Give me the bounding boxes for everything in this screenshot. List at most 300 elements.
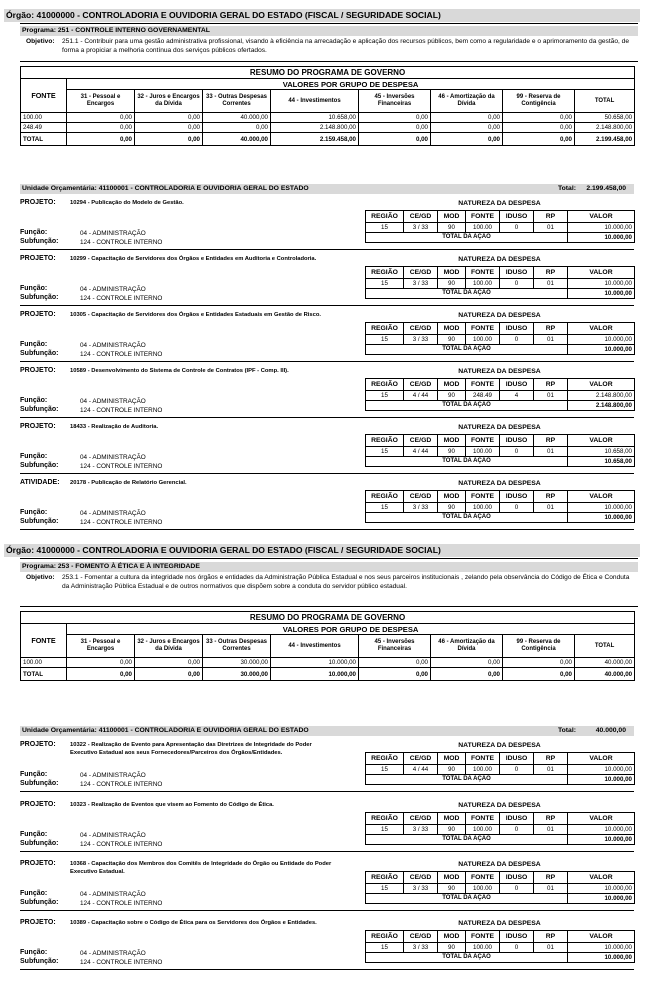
nat-col-header: RP — [534, 931, 568, 943]
subfuncao-value: 124 - CONTROLE INTERNO — [80, 351, 163, 358]
col-header: 44 - Investimentos — [271, 90, 359, 113]
nat-cell: 10.000,00 — [568, 335, 635, 345]
value-cell: 0,00 — [135, 123, 203, 133]
total-cell: 0,00 — [431, 668, 503, 681]
natureza-table — [365, 322, 635, 355]
funcao-label: Função: — [20, 229, 48, 236]
subfuncao-label: Subfunção: — [20, 350, 59, 357]
unidade-name: 41100001 - CONTROLADORIA E OUVIDORIA GERAL DO ESTADO — [98, 727, 309, 734]
total-acao-row — [366, 289, 635, 299]
programa-header: Programa: 251 - CONTROLE INTERNO GOVERNAMENTAL — [20, 26, 638, 36]
acao-descricao: 10305 - Capacitação de Servidores dos Órgãos e Entidades Estaduais em Gestão de Risco. — [70, 312, 321, 318]
acao-tipo: PROJETO: — [20, 255, 56, 262]
nat-col-header: VALOR — [568, 491, 635, 503]
total-cell: 2.159.458,00 — [271, 133, 359, 146]
acao-tipo: PROJETO: — [20, 860, 56, 867]
nat-cell: 10.000,00 — [568, 503, 635, 513]
nat-cell: 100.00 — [466, 503, 500, 513]
value-cell: 0,00 — [135, 113, 203, 123]
funcao-value: 04 - ADMINISTRAÇÃO — [80, 891, 146, 898]
col-header: 46 - Amortização da Dívida — [431, 635, 503, 658]
nat-col-header: IDUSO — [500, 211, 534, 223]
table-row — [366, 447, 635, 457]
total-acao-value: 2.148.800,00 — [568, 401, 635, 411]
natureza-table — [365, 752, 635, 785]
value-cell: 50.658,00 — [575, 113, 635, 123]
nat-cell: 0 — [500, 825, 534, 835]
funcao-label: Função: — [20, 949, 48, 956]
nat-col-header: RP — [534, 211, 568, 223]
nat-col-header: MOD — [438, 323, 466, 335]
nat-col-header: FONTE — [466, 491, 500, 503]
resumo-total-row — [21, 668, 635, 681]
nat-col-header: FONTE — [466, 211, 500, 223]
nat-cell: 100.00 — [466, 884, 500, 894]
acao-tipo: PROJETO: — [20, 199, 56, 206]
nat-cell: 90 — [438, 335, 466, 345]
nat-cell: 10.000,00 — [568, 279, 635, 289]
total-cell: 0,00 — [359, 668, 431, 681]
nat-col-header: CE/GD — [404, 813, 438, 825]
acao-codigo: 10299 — [70, 256, 87, 262]
value-cell: 0,00 — [503, 658, 575, 668]
resumo-title-row — [21, 612, 635, 624]
nat-col-header: CE/GD — [404, 491, 438, 503]
nat-col-header: MOD — [438, 753, 466, 765]
nat-cell: 15 — [366, 447, 404, 457]
funcao-value: 04 - ADMINISTRAÇÃO — [80, 398, 146, 405]
nat-col-header: IDUSO — [500, 813, 534, 825]
natureza-cols-row — [366, 813, 635, 825]
value-cell: 0,00 — [431, 113, 503, 123]
subfuncao-value: 124 - CONTROLE INTERNO — [80, 295, 163, 302]
funcao-label: Função: — [20, 831, 48, 838]
resumo-total-row — [21, 133, 635, 146]
col-header: 32 - Juros e Encargos da Dívida — [135, 90, 203, 113]
nat-cell: 01 — [534, 765, 568, 775]
value-cell: 10.000,00 — [271, 658, 359, 668]
acao-tipo: PROJETO: — [20, 423, 56, 430]
unidade-total-label: Total: — [558, 185, 576, 192]
col-header: 33 - Outras Despesas Correntes — [203, 635, 271, 658]
total-cell: 40.000,00 — [575, 668, 635, 681]
acao-tipo: ATIVIDADE: — [20, 479, 60, 486]
divider — [20, 61, 638, 62]
nat-cell: 10.000,00 — [568, 765, 635, 775]
table-row — [366, 335, 635, 345]
col-header: 31 - Pessoal e Encargos — [67, 90, 135, 113]
acao-titulo: Publicação de Relatório Gerencial. — [91, 480, 187, 486]
resumo-table — [20, 66, 635, 146]
natureza-table — [365, 930, 635, 963]
col-header: 44 - Investimentos — [271, 635, 359, 658]
subfuncao-value: 124 - CONTROLE INTERNO — [80, 781, 163, 788]
total-acao-label: TOTAL DA AÇÃO — [366, 233, 568, 243]
value-cell: 0,00 — [503, 113, 575, 123]
nat-col-header: CE/GD — [404, 379, 438, 391]
nat-cell: 4 — [500, 391, 534, 401]
funcao-label: Função: — [20, 771, 48, 778]
value-cell: 10.658,00 — [271, 113, 359, 123]
fonte-header: FONTE — [21, 624, 67, 658]
total-acao-label: TOTAL DA AÇÃO — [366, 835, 568, 845]
nat-col-header: RP — [534, 872, 568, 884]
natureza-table — [365, 266, 635, 299]
valores-header: VALORES POR GRUPO DE DESPESA — [67, 624, 635, 635]
fonte-header: FONTE — [21, 79, 67, 113]
subfuncao-value: 124 - CONTROLE INTERNO — [80, 959, 163, 966]
objetivo-label: Objetivo: — [26, 38, 55, 45]
total-acao-row — [366, 457, 635, 467]
total-acao-label: TOTAL DA AÇÃO — [366, 513, 568, 523]
nat-col-header: VALOR — [568, 267, 635, 279]
resumo-title: RESUMO DO PROGRAMA DE GOVERNO — [21, 612, 635, 624]
nat-col-header: MOD — [438, 813, 466, 825]
acao-titulo: Capacitação sobre o Código de Ética para os Servidores dos Órgãos e Entidades. — [91, 920, 317, 926]
resumo-table — [20, 611, 635, 681]
natureza-header: NATUREZA DA DESPESA — [458, 480, 541, 487]
nat-cell: 01 — [534, 884, 568, 894]
subfuncao-label: Subfunção: — [20, 294, 59, 301]
col-header: 99 - Reserva de Contigência — [503, 90, 575, 113]
total-label: TOTAL — [21, 133, 67, 146]
total-cell: 0,00 — [67, 133, 135, 146]
table-row — [21, 123, 635, 133]
divider — [20, 473, 634, 474]
nat-cell: 90 — [438, 765, 466, 775]
nat-col-header: REGIÃO — [366, 753, 404, 765]
nat-cell: 10.000,00 — [568, 884, 635, 894]
natureza-header: NATUREZA DA DESPESA — [458, 424, 541, 431]
nat-cell: 15 — [366, 391, 404, 401]
nat-cell: 4 / 44 — [404, 765, 438, 775]
total-acao-value: 10.000,00 — [568, 835, 635, 845]
acao-codigo: 18433 — [70, 424, 87, 430]
nat-col-header: IDUSO — [500, 267, 534, 279]
nat-cell: 100.00 — [466, 825, 500, 835]
table-row — [366, 825, 635, 835]
nat-cell: 90 — [438, 503, 466, 513]
nat-cell: 01 — [534, 503, 568, 513]
acao-titulo: Capacitação de Servidores dos Órgãos e Entidades Estaduais em Gestão de Risco. — [91, 312, 321, 318]
value-cell: 30.000,00 — [203, 658, 271, 668]
nat-cell: 0 — [500, 223, 534, 233]
natureza-cols-row — [366, 872, 635, 884]
nat-col-header: IDUSO — [500, 323, 534, 335]
nat-cell: 01 — [534, 391, 568, 401]
nat-cell: 10.000,00 — [568, 943, 635, 953]
total-acao-value: 10.000,00 — [568, 513, 635, 523]
table-row — [366, 279, 635, 289]
subfuncao-label: Subfunção: — [20, 780, 59, 787]
table-row — [21, 658, 635, 668]
nat-cell: 3 / 33 — [404, 884, 438, 894]
valores-header: VALORES POR GRUPO DE DESPESA — [67, 79, 635, 90]
fonte-cell: 100.00 — [21, 658, 67, 668]
nat-cell: 0 — [500, 884, 534, 894]
divider — [20, 851, 634, 852]
unidade-total-value: 2.199.458,00 — [586, 185, 626, 192]
funcao-value: 04 - ADMINISTRAÇÃO — [80, 286, 146, 293]
nat-cell: 100.00 — [466, 279, 500, 289]
col-header: 46 - Amortização da Dívida — [431, 90, 503, 113]
acao-codigo: 10322 — [70, 742, 87, 748]
divider — [20, 529, 634, 530]
nat-col-header: FONTE — [466, 435, 500, 447]
nat-cell: 0 — [500, 503, 534, 513]
fonte-cell: 248.49 — [21, 123, 67, 133]
nat-col-header: FONTE — [466, 813, 500, 825]
nat-col-header: IDUSO — [500, 491, 534, 503]
orgao-header: Órgão: 41000000 - CONTROLADORIA E OUVIDORIA GERAL DO ESTADO (FISCAL / SEGURIDADE SOCIAL) — [4, 544, 640, 557]
natureza-header: NATUREZA DA DESPESA — [458, 312, 541, 319]
nat-col-header: CE/GD — [404, 931, 438, 943]
nat-cell: 90 — [438, 943, 466, 953]
natureza-header: NATUREZA DA DESPESA — [458, 256, 541, 263]
nat-cell: 2.148.800,00 — [568, 391, 635, 401]
nat-col-header: VALOR — [568, 813, 635, 825]
nat-cell: 15 — [366, 335, 404, 345]
unidade-name: 41100001 - CONTROLADORIA E OUVIDORIA GERAL DO ESTADO — [98, 185, 309, 192]
programa-header: Programa: 253 - FOMENTO À ÉTICA E À INTEGRIDADE — [20, 562, 638, 572]
natureza-header: NATUREZA DA DESPESA — [458, 368, 541, 375]
total-acao-label: TOTAL DA AÇÃO — [366, 894, 568, 904]
natureza-cols-row — [366, 435, 635, 447]
col-header: 99 - Reserva de Contigência — [503, 635, 575, 658]
unidade-label: Unidade Orçamentária: — [22, 185, 97, 192]
nat-cell: 10.000,00 — [568, 825, 635, 835]
nat-cell: 01 — [534, 335, 568, 345]
nat-col-header: FONTE — [466, 379, 500, 391]
nat-col-header: RP — [534, 323, 568, 335]
acao-codigo: 20178 — [70, 480, 87, 486]
acao-titulo: Realização de Evento para Apresentação das Diretrizes de Integridade do Poder Executivo Estadual aos seus Fornecedores/Parceiros dos Órgãos/Entidades. — [70, 742, 312, 756]
nat-cell: 10.000,00 — [568, 223, 635, 233]
nat-cell: 100.00 — [466, 943, 500, 953]
nat-cell: 100.00 — [466, 223, 500, 233]
subfuncao-value: 124 - CONTROLE INTERNO — [80, 519, 163, 526]
natureza-cols-row — [366, 931, 635, 943]
nat-cell: 248.49 — [466, 391, 500, 401]
total-acao-row — [366, 513, 635, 523]
unidade-header — [20, 726, 634, 736]
natureza-header: NATUREZA DA DESPESA — [458, 920, 541, 927]
acao-titulo: Realização de Auditoria. — [91, 424, 159, 430]
acao-tipo: PROJETO: — [20, 919, 56, 926]
total-acao-row — [366, 401, 635, 411]
divider — [20, 558, 638, 559]
table-row — [366, 943, 635, 953]
resumo-title-row — [21, 67, 635, 79]
total-cell: 0,00 — [359, 133, 431, 146]
nat-col-header: FONTE — [466, 753, 500, 765]
nat-cell: 90 — [438, 884, 466, 894]
value-cell: 0,00 — [67, 113, 135, 123]
nat-cell: 15 — [366, 279, 404, 289]
nat-col-header: RP — [534, 435, 568, 447]
nat-col-header: FONTE — [466, 931, 500, 943]
subfuncao-label: Subfunção: — [20, 840, 59, 847]
nat-cell: 90 — [438, 223, 466, 233]
total-cell: 10.000,00 — [271, 668, 359, 681]
natureza-table — [365, 210, 635, 243]
nat-cell: 3 / 33 — [404, 503, 438, 513]
natureza-header: NATUREZA DA DESPESA — [458, 742, 541, 749]
table-row — [366, 391, 635, 401]
total-acao-row — [366, 233, 635, 243]
natureza-table — [365, 434, 635, 467]
nat-cell: 15 — [366, 223, 404, 233]
acao-descricao: 20178 - Publicação de Relatório Gerencial. — [70, 480, 187, 486]
total-cell: 30.000,00 — [203, 668, 271, 681]
nat-col-header: REGIÃO — [366, 267, 404, 279]
value-cell: 0,00 — [67, 123, 135, 133]
total-acao-label: TOTAL DA AÇÃO — [366, 345, 568, 355]
value-cell: 0,00 — [67, 658, 135, 668]
nat-cell: 15 — [366, 825, 404, 835]
natureza-table — [365, 378, 635, 411]
nat-col-header: IDUSO — [500, 435, 534, 447]
orgao-header: Órgão: 41000000 - CONTROLADORIA E OUVIDORIA GERAL DO ESTADO (FISCAL / SEGURIDADE SOCIAL) — [4, 9, 640, 22]
nat-cell: 0 — [500, 279, 534, 289]
nat-cell: 4 / 44 — [404, 447, 438, 457]
nat-col-header: VALOR — [568, 931, 635, 943]
divider — [20, 417, 634, 418]
objetivo-label: Objetivo: — [26, 574, 55, 581]
total-acao-value: 10.000,00 — [568, 775, 635, 785]
fonte-cell: 100.00 — [21, 113, 67, 123]
col-header: TOTAL — [575, 90, 635, 113]
nat-cell: 3 / 33 — [404, 335, 438, 345]
total-cell: 0,00 — [135, 133, 203, 146]
funcao-value: 04 - ADMINISTRAÇÃO — [80, 832, 146, 839]
nat-col-header: MOD — [438, 435, 466, 447]
total-acao-label: TOTAL DA AÇÃO — [366, 775, 568, 785]
funcao-value: 04 - ADMINISTRAÇÃO — [80, 510, 146, 517]
resumo-header-row — [21, 79, 635, 90]
nat-col-header: REGIÃO — [366, 813, 404, 825]
acao-descricao: 18433 - Realização de Auditoria. — [70, 424, 159, 430]
total-acao-row — [366, 953, 635, 963]
funcao-value: 04 - ADMINISTRAÇÃO — [80, 772, 146, 779]
acao-descricao: 10389 - Capacitação sobre o Código de Ética para os Servidores dos Órgãos e Entidades. — [70, 920, 317, 926]
total-acao-value: 10.000,00 — [568, 233, 635, 243]
resumo-title: RESUMO DO PROGRAMA DE GOVERNO — [21, 67, 635, 79]
nat-col-header: CE/GD — [404, 872, 438, 884]
subfuncao-label: Subfunção: — [20, 462, 59, 469]
nat-cell: 3 / 33 — [404, 825, 438, 835]
nat-col-header: MOD — [438, 267, 466, 279]
nat-col-header: MOD — [438, 211, 466, 223]
nat-cell: 3 / 33 — [404, 223, 438, 233]
resumo-cols-row — [21, 90, 635, 113]
acao-descricao: 10294 - Publicação do Modelo de Gestão. — [70, 200, 184, 206]
value-cell: 0,00 — [203, 123, 271, 133]
acao-tipo: PROJETO: — [20, 367, 56, 374]
nat-cell: 90 — [438, 825, 466, 835]
total-acao-value: 10.000,00 — [568, 894, 635, 904]
total-acao-value: 10.000,00 — [568, 289, 635, 299]
nat-col-header: RP — [534, 491, 568, 503]
nat-col-header: IDUSO — [500, 931, 534, 943]
objetivo-text: 253.1 - Fomentar a cultura da integridade nos órgãos e entidades da Administração Pública Estadual e nos seus parceiros institucionais , zelando pela observância do Código de Ética e Conduta da Administração Pública Estadual e de outros normativos que dispõem sobre a conduta do servidor público estadual. — [62, 574, 630, 590]
total-acao-value: 10.658,00 — [568, 457, 635, 467]
acao-tipo: PROJETO: — [20, 801, 56, 808]
natureza-table — [365, 490, 635, 523]
nat-cell: 0 — [500, 335, 534, 345]
table-row — [366, 503, 635, 513]
subfuncao-label: Subfunção: — [20, 406, 59, 413]
total-acao-label: TOTAL DA AÇÃO — [366, 401, 568, 411]
nat-col-header: REGIÃO — [366, 211, 404, 223]
col-header: 45 - Inversões Financeiras — [359, 635, 431, 658]
funcao-label: Função: — [20, 453, 48, 460]
acao-codigo: 10305 — [70, 312, 87, 318]
col-header: 32 - Juros e Encargos da Dívida — [135, 635, 203, 658]
total-acao-row — [366, 775, 635, 785]
acao-titulo: Publicação do Modelo de Gestão. — [91, 200, 184, 206]
acao-descricao: 10368 - Capacitação dos Membros dos Comitês de Integridade do Órgão ou Entidade do Poder Executivo Estadual. — [70, 861, 332, 875]
funcao-label: Função: — [20, 341, 48, 348]
nat-cell: 01 — [534, 943, 568, 953]
acao-descricao: 10299 - Capacitação de Servidores dos Órgãos e Entidades em Auditoria e Controladoria. — [70, 256, 317, 262]
table-row — [366, 223, 635, 233]
natureza-header: NATUREZA DA DESPESA — [458, 200, 541, 207]
nat-col-header: CE/GD — [404, 753, 438, 765]
acao-descricao: 10322 - Realização de Evento para Apresentação das Diretrizes de Integridade do Poder Executivo Estadual aos seus Fornecedores/Parceiros dos Órgãos/Entidades. — [70, 742, 312, 756]
unidade-label: Unidade Orçamentária: — [22, 727, 97, 734]
table-row — [366, 884, 635, 894]
value-cell: 40.000,00 — [575, 658, 635, 668]
funcao-value: 04 - ADMINISTRAÇÃO — [80, 454, 146, 461]
natureza-header: NATUREZA DA DESPESA — [458, 861, 541, 868]
acao-descricao: 10589 - Desenvolvimento do Sistema de Controle de Contratos (IPF - Comp. III). — [70, 368, 289, 374]
subfuncao-value: 124 - CONTROLE INTERNO — [80, 463, 163, 470]
nat-cell: 90 — [438, 279, 466, 289]
nat-col-header: RP — [534, 813, 568, 825]
objetivo-text: 251.1 - Contribuir para uma gestão administrativa profissional, visando à eficiência na arrecadação e aplicação dos recursos públicos, bem como a regularidade e o aprimoramento da gestão, de forma a propiciar a melhoria contínua dos serviços públicos ofertados. — [62, 38, 630, 54]
value-cell: 0,00 — [135, 658, 203, 668]
funcao-value: 04 - ADMINISTRAÇÃO — [80, 342, 146, 349]
nat-col-header: RP — [534, 379, 568, 391]
value-cell: 0,00 — [359, 113, 431, 123]
value-cell: 2.148.800,00 — [271, 123, 359, 133]
natureza-cols-row — [366, 211, 635, 223]
natureza-table — [365, 871, 635, 904]
nat-cell: 01 — [534, 279, 568, 289]
value-cell: 2.148.800,00 — [575, 123, 635, 133]
value-cell: 0,00 — [431, 658, 503, 668]
nat-cell: 15 — [366, 503, 404, 513]
nat-col-header: CE/GD — [404, 267, 438, 279]
nat-cell: 3 / 33 — [404, 279, 438, 289]
value-cell: 0,00 — [359, 658, 431, 668]
total-cell: 0,00 — [503, 133, 575, 146]
total-cell: 2.199.458,00 — [575, 133, 635, 146]
nat-col-header: REGIÃO — [366, 491, 404, 503]
total-cell: 0,00 — [67, 668, 135, 681]
nat-col-header: FONTE — [466, 872, 500, 884]
nat-cell: 10.658,00 — [568, 447, 635, 457]
natureza-cols-row — [366, 323, 635, 335]
acao-titulo: Realização de Eventos que visem ao Fomento do Código de Ética. — [91, 802, 274, 808]
nat-cell: 01 — [534, 223, 568, 233]
nat-cell: 01 — [534, 825, 568, 835]
nat-col-header: MOD — [438, 379, 466, 391]
nat-col-header: RP — [534, 753, 568, 765]
nat-col-header: VALOR — [568, 753, 635, 765]
nat-col-header: FONTE — [466, 267, 500, 279]
